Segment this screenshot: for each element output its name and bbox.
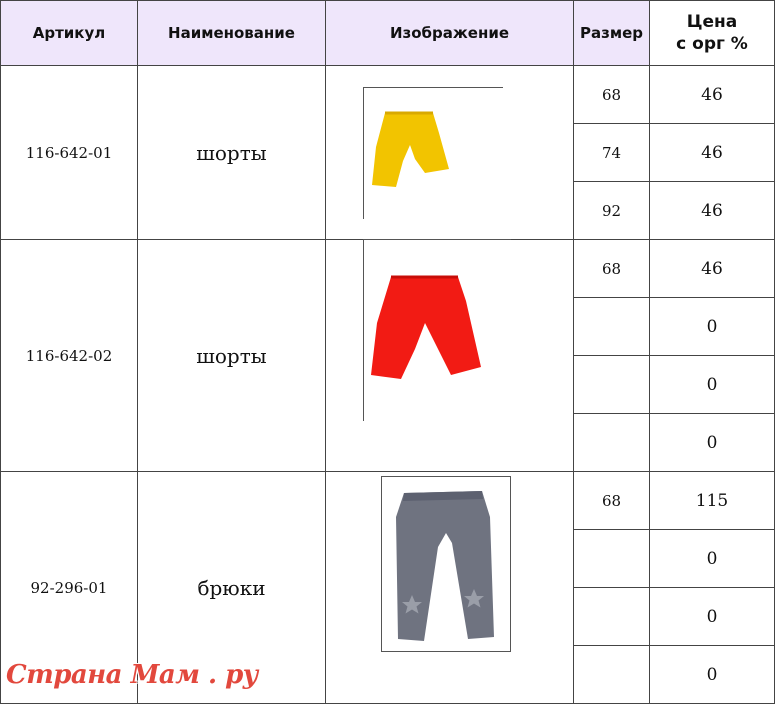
image-cell <box>326 472 574 704</box>
size-cell <box>574 530 650 588</box>
size-cell <box>574 414 650 472</box>
size-cell: 68 <box>574 240 650 298</box>
header-price-line1: Цена <box>686 12 738 32</box>
size-cell <box>574 298 650 356</box>
table-row <box>1 472 775 530</box>
name-cell: шорты <box>138 240 326 472</box>
header-image: Изображение <box>326 1 574 66</box>
price-cell: 0 <box>650 298 775 356</box>
product-image <box>381 476 511 652</box>
article-cell: 92-296-01 <box>1 472 138 704</box>
price-cell: 46 <box>650 124 775 182</box>
product-image <box>363 239 511 421</box>
price-cell: 115 <box>650 472 775 530</box>
yellow-shorts-icon <box>363 87 503 219</box>
red-shorts-icon <box>363 239 511 421</box>
header-article: Артикул <box>1 1 138 66</box>
price-cell: 0 <box>650 414 775 472</box>
price-cell: 46 <box>650 240 775 298</box>
article-cell: 116-642-02 <box>1 240 138 472</box>
size-cell: 74 <box>574 124 650 182</box>
header-size: Размер <box>574 1 650 66</box>
price-cell: 46 <box>650 182 775 240</box>
name-cell: шорты <box>138 66 326 240</box>
size-cell: 68 <box>574 472 650 530</box>
size-cell <box>574 356 650 414</box>
header-price-line2: с орг % <box>676 34 748 54</box>
price-cell: 0 <box>650 530 775 588</box>
image-cell <box>326 66 574 240</box>
gray-pants-icon <box>382 477 510 651</box>
size-cell <box>574 646 650 704</box>
product-image <box>363 87 503 219</box>
header-price <box>650 1 775 66</box>
price-cell: 46 <box>650 66 775 124</box>
size-cell <box>574 588 650 646</box>
table-row <box>1 66 775 124</box>
header-name: Наименование <box>138 1 326 66</box>
price-cell: 0 <box>650 356 775 414</box>
site-watermark: Страна Мам . ру <box>6 660 258 690</box>
name-cell: брюки <box>138 472 326 704</box>
size-cell: 68 <box>574 66 650 124</box>
price-cell: 0 <box>650 588 775 646</box>
image-cell <box>326 240 574 472</box>
price-cell: 0 <box>650 646 775 704</box>
header-row <box>1 1 775 66</box>
article-cell: 116-642-01 <box>1 66 138 240</box>
size-cell: 92 <box>574 182 650 240</box>
table-row <box>1 240 775 298</box>
